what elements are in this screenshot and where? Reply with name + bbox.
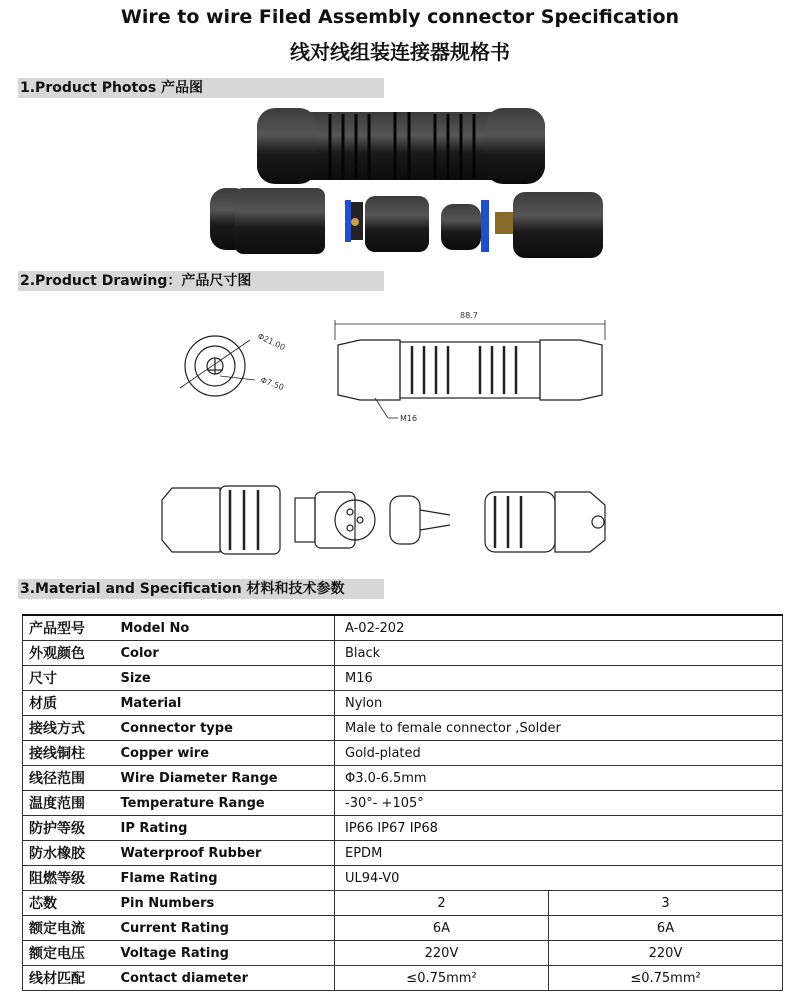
spec-row-split — [23, 891, 783, 916]
spec-value: -30°- +105° — [335, 791, 783, 816]
spec-label-cn: 接线铜柱 — [23, 741, 115, 766]
spec-label-en: Flame Rating — [115, 866, 335, 891]
assembled-connector-photo — [257, 108, 545, 184]
section-heading-photos: 1.Product Photos 产品图 — [18, 78, 384, 98]
spec-row — [23, 641, 783, 666]
spec-value: Gold-plated — [335, 741, 783, 766]
spec-value: UL94-V0 — [335, 866, 783, 891]
dimension-length: 88.7 — [460, 311, 478, 320]
spec-label-cn: 线径范围 — [23, 766, 115, 791]
spec-value: Male to female connector ,Solder — [335, 716, 783, 741]
dimension-outer-diameter: Φ21.00 — [256, 331, 287, 353]
spec-label-en: Pin Numbers — [115, 891, 335, 916]
spec-row — [23, 816, 783, 841]
spec-label-cn: 温度范围 — [23, 791, 115, 816]
spec-value-2pin: 220V — [335, 941, 549, 966]
spec-value-3pin: ≤0.75mm² — [549, 966, 783, 991]
spec-row — [23, 741, 783, 766]
spec-label-en: Material — [115, 691, 335, 716]
spec-value: Φ3.0-6.5mm — [335, 766, 783, 791]
spec-label-cn: 外观颜色 — [23, 641, 115, 666]
spec-label-cn: 线材匹配 — [23, 966, 115, 991]
end-view-drawing — [180, 336, 255, 396]
spec-label-en: Copper wire — [115, 741, 335, 766]
spec-label-en: Wire Diameter Range — [115, 766, 335, 791]
spec-row — [23, 666, 783, 691]
exploded-view-drawing — [162, 486, 605, 554]
spec-value: M16 — [335, 666, 783, 691]
exploded-parts-photo — [210, 188, 603, 258]
spec-label-en: Waterproof Rubber — [115, 841, 335, 866]
spec-row-split — [23, 916, 783, 941]
spec-label-en: Size — [115, 666, 335, 691]
spec-label-cn: 额定电流 — [23, 916, 115, 941]
spec-label-en: IP Rating — [115, 816, 335, 841]
spec-row — [23, 766, 783, 791]
spec-value-2pin: 2 — [335, 891, 549, 916]
spec-label-cn: 尺寸 — [23, 666, 115, 691]
spec-row — [23, 791, 783, 816]
spec-label-en: Contact diameter — [115, 966, 335, 991]
spec-label-en: Current Rating — [115, 916, 335, 941]
product-drawing — [150, 300, 650, 580]
spec-label-cn: 产品型号 — [23, 615, 115, 641]
spec-row — [23, 841, 783, 866]
spec-value-3pin: 6A — [549, 916, 783, 941]
spec-label-cn: 接线方式 — [23, 716, 115, 741]
spec-label-cn: 防护等级 — [23, 816, 115, 841]
spec-label-en: Temperature Range — [115, 791, 335, 816]
spec-label-cn: 阻燃等级 — [23, 866, 115, 891]
specification-table — [22, 614, 783, 991]
document-title-cn: 线对线组装连接器规格书 — [290, 40, 510, 64]
document-title-en: Wire to wire Filed Assembly connector Specification — [120, 6, 680, 28]
section-heading-drawing: 2.Product Drawing：产品尺寸图 — [18, 271, 384, 291]
spec-label-cn: 芯数 — [23, 891, 115, 916]
spec-value: EPDM — [335, 841, 783, 866]
spec-label-cn: 额定电压 — [23, 941, 115, 966]
spec-label-en: Voltage Rating — [115, 941, 335, 966]
spec-label-cn: 材质 — [23, 691, 115, 716]
spec-label-cn: 防水橡胶 — [23, 841, 115, 866]
spec-row — [23, 866, 783, 891]
spec-row — [23, 691, 783, 716]
spec-value-2pin: 6A — [335, 916, 549, 941]
spec-value: Nylon — [335, 691, 783, 716]
spec-label-en: Model No — [115, 615, 335, 641]
dimension-inner-diameter: Φ7.50 — [259, 375, 286, 393]
spec-row — [23, 716, 783, 741]
spec-label-en: Color — [115, 641, 335, 666]
spec-label-en: Connector type — [115, 716, 335, 741]
spec-value: A-02-202 — [335, 615, 783, 641]
spec-value: IP66 IP67 IP68 — [335, 816, 783, 841]
dimension-thread: M16 — [400, 414, 418, 423]
spec-row — [23, 615, 783, 641]
spec-value-3pin: 220V — [549, 941, 783, 966]
spec-value-3pin: 3 — [549, 891, 783, 916]
side-view-drawing — [335, 320, 605, 418]
product-photos — [195, 100, 615, 270]
spec-value: Black — [335, 641, 783, 666]
spec-row-split — [23, 941, 783, 966]
spec-value-2pin: ≤0.75mm² — [335, 966, 549, 991]
section-heading-spec: 3.Material and Specification 材料和技术参数 — [18, 579, 384, 599]
spec-row-split — [23, 966, 783, 991]
